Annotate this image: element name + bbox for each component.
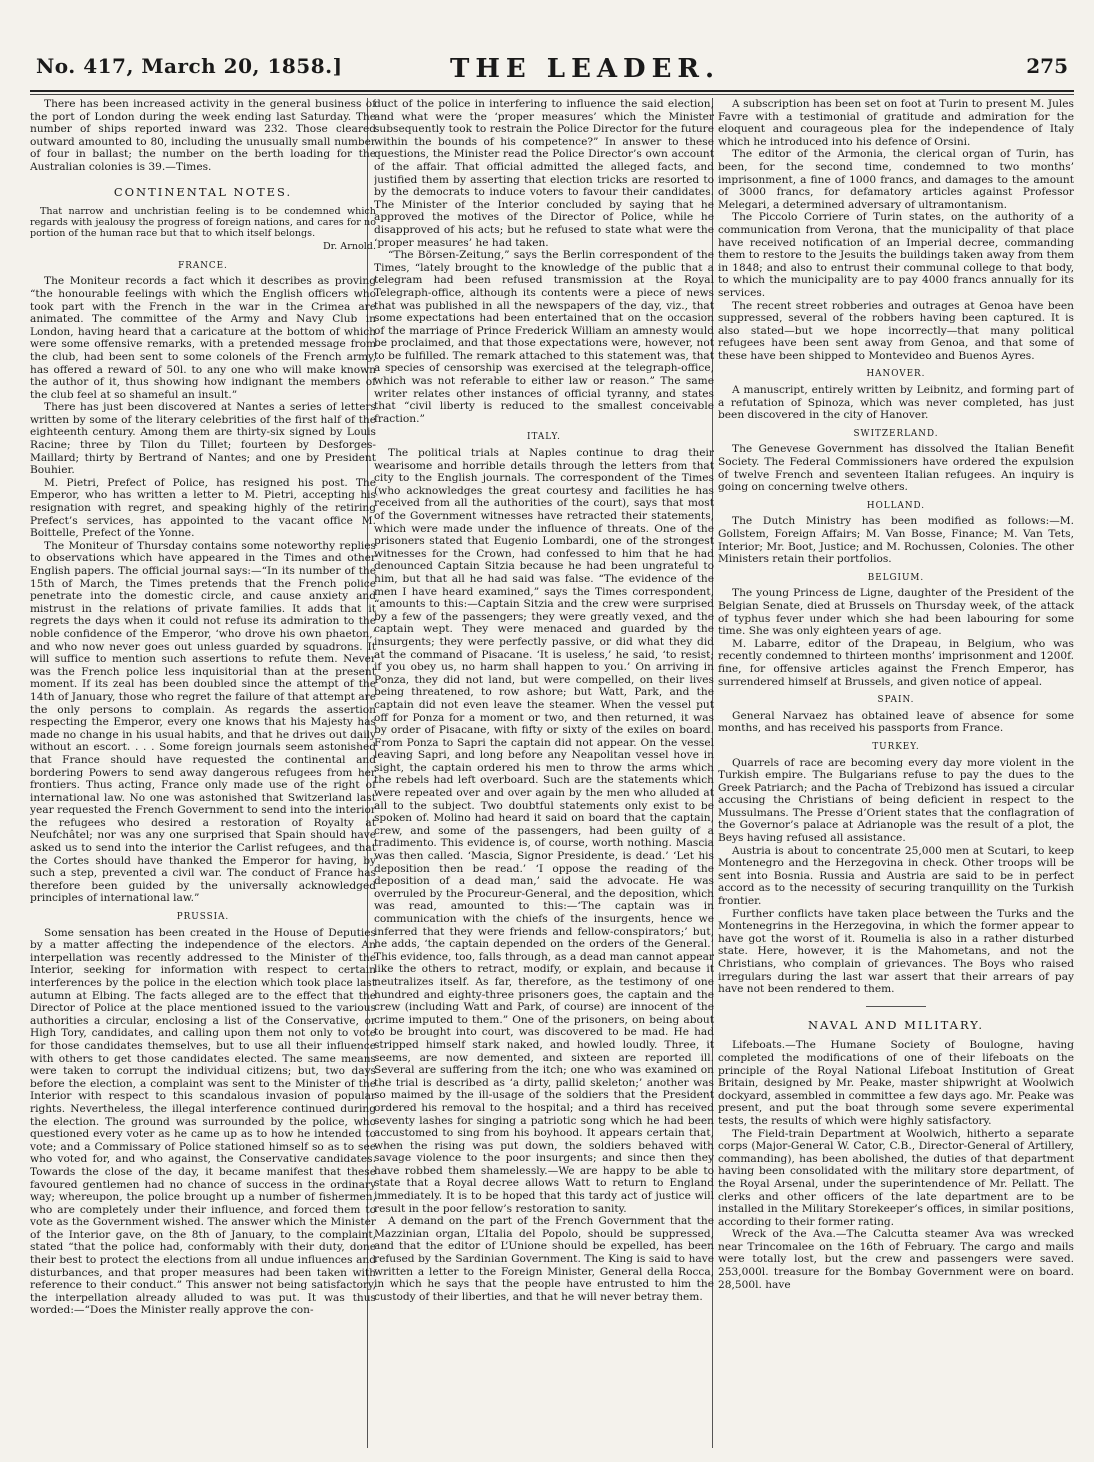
column-2: [374, 98, 714, 1448]
section-rule: [866, 1006, 926, 1007]
issue-line: No. 417, March 20, 1858.]: [36, 54, 343, 78]
paragraph: A subscription has been set on foot at Turin to present M. Jules Favre with a testimonial of gratitude and admiration for the eloquent and courageous plea for the independence of Italy which he introduced into his defence of Orsini.: [718, 98, 1074, 148]
paragraph: The political trials at Naples continue to drag their wearisome and horrible details through the letters from that city to the English journals. The correspondent of the Times (who acknowledges the great courtesy and facilities he has received from all the authorities of the court), says that most of the Government witnesses have retracted their statements, which were made under the influence of threats. One of the prisoners stated that Eugenio Lombardi, one of the strongest witnesses for the Crown, had confessed to him that he had denounced Captain Sitzia because he had been ungrateful to him, but that all he had said was false. “The evidence of the men I have heard examined,” says the Times correspondent, “amounts to this:—Captain Sitzia and the crew were surprised by a few of the passengers; they were greatly vexed, and the captain wept. They were menaced and guarded by the insurgents; they were perfectly passive, or did what they did at the command of Pisacane. ‘It is useless,’ he said, ‘to resist; if you obey us, no harm shall happen to you.’ On arriving in Ponza, they did not land, but were compelled, on their lives being threatened, to row ashore; but Watt, Park, and the captain did not even leave the steamer. When the vessel put off for Ponza for a moment or two, and then returned, it was by order of Pisacane, with fifty or sixty of the exiles on board. From Ponza to Sapri the captain did not appear. On the vessel leaving Sapri, and long before any Neapolitan vessel hove in sight, the captain ordered his men to throw the arms which the rebels had left overboard. Such are the statements which were repeated over and over again by the men who alluded at all to the subject. Two doubtful statements only exist to be spoken of. Molino had heard it said on board that the captain, crew, and some of the passengers, had been guilty of a tradimento. This evidence is, of course, worth nothing. Mascia was then called. ‘Mascia, Signor Presidente, is dead.’ ‘Let his deposition then be read.’ ‘I oppose the reading of the deposition of a dead man,’ said the advocate. He was overruled by the Procureur-General, and the deposition, which was read, amounted to this:—‘The captain was in communication with the chiefs of the insurgents, hence we inferred that they were friends and fellow-conspirators;’ but, he adds, ‘the captain depended on the orders of the General.’ This evidence, too, falls through, as a dead man cannot appear like the others to retract, modify, or explain, and because it neutralizes itself. As far, therefore, as the testimony of one hundred and eighty-three prisoners goes, the captain and the crew (including Watt and Park, of course) are innocent of the crime imputed to them.” One of the prisoners, on being about to be brought into court, was discovered to be mad. He had stripped himself stark naked, and howled loudly. Three, it seems, are now demented, and sixteen are reported ill. Several are suffering from the itch; one who was examined on the trial is described as ‘a dirty, pallid skeleton;’ another was so maimed by the ill-usage of the soldiers that the President ordered his removal to the hospital; and a third has received seventy lashes for singing a patriotic song which he had been accustomed to sing from his boyhood. It appears certain that, when the rising was put down, the soldiers behaved with savage violence to the poor insurgents; and since then they have robbed them shamelessly.—We are happy to be able to state that a Royal decree allows Watt to return to England immediately. It is to be hoped that this tardy act of justice will result in the poor fellow’s restoration to sanity.: [374, 447, 714, 1215]
subheading-belgium: BELGIUM.: [867, 572, 925, 583]
subheading-hanover: HANOVER.: [866, 369, 926, 380]
paragraph: The Dutch Ministry has been modified as follows:—M. Gollstem, Foreign Affairs; M. Van Bosse, Finance; M. Van Tets, Interior; Mr. Boot, Justice; and M. Rochussen, Colonies. The other Ministers retain their portfolios.: [718, 515, 1074, 566]
paragraph: Quarrels of race are becoming every day more violent in the Turkish empire. The Bulgarians refuse to pay the dues to the Greek Patriarch; and the Pacha of Trebizond has issued a circular accusing the Christians of being deficient in respect to the Mussulmans. The Presse d’Orient states that the conflagration of the Governor’s palace at Adrianople was the result of a plot, the Beys having refused all assistance.: [718, 756, 1074, 845]
paragraph: The recent street robberies and outrages at Genoa have been suppressed, several of the robbers having been captured. It is also stated—but we hope incorrectly—that many political refugees have been sent away from Genoa, and that some of these have been shipped to Montevideo and Buenos Ayres.: [718, 299, 1074, 362]
subheading-prussia: PRUSSIA.: [176, 912, 230, 923]
subheading-turkey: TURKEY.: [872, 741, 920, 752]
paragraph: The editor of the Armonia, the clerical organ of Turin, has been, for the second time, condemned to two months’ imprisonment, a fine of 1000 francs, and damages to the amount of 3000 francs, for defamatory articles against Professor Melegari, a determined adversary of ultramontanism.: [718, 148, 1074, 211]
section-heading: CONTINENTAL NOTES.: [113, 184, 293, 199]
paragraph: The Moniteur records a fact which it describes as proving “the honourable feelings with which the English officers who took part with the French in the war in the Crimea are animated. The committee of the Army and Navy Club in London, having heard that a caricature at the bottom of which were some offensive remarks, with a pretended message from the club, had been sent to some colonels of the French army, has offered a reward of 50l. to any one who will make known the author of it, thus showing how indignant the members of the club feel at so shameful an insult.”: [30, 275, 376, 401]
page-number: 275: [1026, 54, 1068, 78]
newspaper-title: THE LEADER.: [450, 54, 721, 84]
paragraph: The Field-train Department at Woolwich, hitherto a separate corps (Major-General W. Cator, C.B., Director-General of Artillery, commanding), has been abolished, the duties of that department having been consolidated with the military store department, of the Royal Arsenal, under the superintendence of Mr. Pellatt. The clerks and other officers of the late department are to be installed in the Military Storekeeper’s offices, in similar positions, according to their former rating.: [718, 1127, 1074, 1228]
subheading-france: FRANCE.: [178, 260, 228, 271]
masthead-rule: [30, 94, 1074, 95]
section-heading: NAVAL AND MILITARY.: [807, 1017, 985, 1032]
paragraph: The Genevese Government has dissolved the Italian Benefit Society. The Federal Commissioners have ordered the expulsion of twelve French and seventeen Italian refugees. An inquiry is going on concerning twelve others.: [718, 443, 1074, 494]
column-1: [30, 98, 376, 1448]
subheading-spain: SPAIN.: [877, 695, 915, 706]
motto: That narrow and unchristian feeling is to be condemned which regards with jealousy the progress of foreign nations, and cares for no portion of the human race but that to which itself belongs.: [30, 206, 376, 240]
paragraph: The Moniteur of Thursday contains some noteworthy replies to observations which have appeared in the Times and other English papers. The official journal says:—“In its number of the 15th of March, the Times pretends that the French police penetrate into the domestic circle, and cause anxiety and mistrust in the relations of private families. It adds that it regrets the days when it could not refuse its admiration to the noble confidence of the Emperor, ‘who drove his own phaeton,’ and who now never goes out unless guarded by squadrons. It will suffice to mention such assertions to refute them. Never was the French police less inquisitorial than at the present moment. If its zeal has been doubled since the attempt of the 14th of January, those who regret the failure of that attempt are the only persons to complain. As regards the assertion respecting the Emperor, every one knows that his Majesty has made no change in his usual habits, and that he drives out daily without an escort. . . . Some foreign journals seem astonished that France should have requested the continental and bordering Powers to send away dangerous refugees from her frontiers. Thus acting, France only made use of the right of international law. No one was astonished that Switzerland last year requested the French Government to send into the interior the refugees who desired a restoration of Royalty at Neufchâtel; nor was any one surprised that Spain should have asked us to send into the interior the Carlist refugees, and that the Cortes should have thanked the Emperor for having, by such a step, prevented a civil war. The conduct of France has therefore been guided by the universally acknowledged principles of international law.”: [30, 539, 376, 905]
paragraph: The Piccolo Corriere of Turin states, on the authority of a communication from Verona, that the municipality of that place have received notification of an Imperial decree, commanding them to restore to the Jesuits the buildings taken away from them in 1848; and also to entrust their communal college to that body, to which the municipality are to pay 4000 francs annually for its services.: [718, 211, 1074, 299]
column-3: [718, 98, 1074, 1448]
masthead: [30, 50, 1074, 92]
paragraph: Austria is about to concentrate 25,000 men at Scutari, to keep Montenegro and the Herzegovina in check. Other troops will be sent into Bosnia. Russia and Austria are said to be in perfect accord as to the necessity of securing tranquillity on the Turkish frontier.: [718, 844, 1074, 908]
paragraph: The young Princess de Ligne, daughter of the President of the Belgian Senate, died at Brussels on Thursday week, of the attack of typhus fever under which she had been labouring for some time. She was only eighteen years of age.: [718, 587, 1074, 638]
paragraph: M. Labarre, editor of the Drapeau, in Belgium, who was recently condemned to thirteen months’ imprisonment and 1200f. fine, for offensive articles against the French Emperor, has surrendered himself at Brussels, and given notice of appeal.: [718, 637, 1074, 688]
paragraph: duct of the police in interfering to influence the said election, and what were the ‘proper measures’ which the Minister subsequently took to restrain the Police Director for the future within the bounds of his competence?” In answer to these questions, the Minister read the Police Director’s own account of the affair. That official admitted the alleged facts, and justified them by asserting that election tricks are resorted to by the democrats to induce voters to favour their candidates. The Minister of the Interior concluded by saying that he approved the motives of the Director of Police, while he disapproved of his acts; but he refused to state what were the ‘proper measures’ he had taken.: [374, 98, 714, 249]
subheading-holland: HOLLAND.: [866, 500, 926, 511]
paragraph: A demand on the part of the French Government that the Mazzinian organ, L’Italia del Popolo, should be suppressed, and that the editor of L’Unione should be expelled, has been refused by the Sardinian Government. The King is said to have written a letter to the Foreign Minister, General della Rocca, in which he says that the people have entrusted to him the custody of their liberties, and that he will never betray them.: [374, 1215, 714, 1303]
motto-attribution: Dr. Arnold.: [322, 241, 376, 253]
paragraph: General Narvaez has obtained leave of absence for some months, and has received his passports from France.: [718, 709, 1074, 735]
paragraph: Further conflicts have taken place between the Turks and the Montenegrins in the Herzegovina, in which the former appear to have got the worst of it. Roumelia is also in a rather disturbed state. Here, however, it is the Mahometans, and not the Christians, who complain of grievances. The Boys who raised irregulars during the last war assert that their arrears of pay have not been rendered to them.: [718, 907, 1074, 996]
paragraph: M. Pietri, Prefect of Police, has resigned his post. The Emperor, who has written a letter to M. Pietri, accepting his resignation with regret, and speaking highly of the retiring Prefect’s services, has appointed to the vacant office M. Boittelle, Prefect of the Yonne.: [30, 476, 376, 540]
paragraph: Lifeboats.—The Humane Society of Boulogne, having completed the modifications of one of their lifeboats on the principle of the Royal National Lifeboat Institution of Great Britain, designed by Mr. Peake, master shipwright at Woolwich dockyard, assembled in committee a few days ago. Mr. Peake was present, and put the boat through some severe experimental tests, the results of which were highly satisfactory.: [718, 1039, 1074, 1127]
paragraph: A manuscript, entirely written by Leibnitz, and forming part of a refutation of Spinoza, which was never completed, has just been discovered in the city of Hanover.: [718, 384, 1074, 422]
subheading-italy: ITALY.: [527, 432, 561, 443]
subheading-switzerland: SWITZERLAND.: [853, 428, 939, 439]
paragraph: There has been increased activity in the general business of the port of London during the week ending last Saturday. The number of ships reported inward was 232. Those cleared outward amounted to 80, including the unusually small number of four in ballast; the number on the berth loading for the Australian colonies is 39.—Times.: [30, 98, 376, 173]
paragraph: Some sensation has been created in the House of Deputies by a matter affecting the independence of the electors. An interpellation was recently addressed to the Minister of the Interior, seeking for information with respect to certain interferences by the police in the election which took place last autumn at Elbing. The facts alleged are to the effect that the Director of Police at the place mentioned issued to the various authorities a circular, enclosing a list of the Conservative, or High Tory, candidates, and calling upon them not only to vote for those candidates themselves, but to use all their influence with others to get those candidates elected. The same means were taken to corrupt the individual citizens; but, two days before the election, a complaint was sent to the Minister of the Interior with respect to this scandalous invasion of popular rights. Nevertheless, the illegal interference continued during the election. The ground was surrounded by the police, who questioned every voter as he came up as to how he intended to vote; and a Commissary of Police stationed himself so as to see who voted for, and who against, the Conservative candidates. Towards the close of the day, it became manifest that these favoured gentlemen had no chance of success in the ordinary way; whereupon, the police brought up a number of fishermen, who are completely under their influence, and forced them to vote as the Government wished. The answer which the Minister of the Interior gave, on the 8th of January, to the complaint, stated “that the police had, conformably with their duty, done their best to protect the elections from all undue influences and disturbances, and that proper measures had been taken with reference to their conduct.” This answer not being satisfactory, the interpellation already alluded to was put. It was thus worded:—“Does the Minister really approve the con-: [30, 926, 376, 1317]
paragraph: There has just been discovered at Nantes a series of letters written by some of the literary celebrities of the first half of the eighteenth century. Among them are thirty-six signed by Louis Racine; three by Tilon du Tillet; fourteen by Desforges-Maillard; thirty by Bertrand of Nantes; and one by President Bouhier.: [30, 401, 376, 477]
paragraph: Wreck of the Ava.—The Calcutta steamer Ava was wrecked near Trincomalee on the 16th of February. The cargo and mails were totally lost, but the crew and passengers were saved. 253,000l. treasure for the Bombay Government were on board. 28,500l. have: [718, 1228, 1074, 1291]
paragraph: “The Börsen-Zeitung,” says the Berlin correspondent of the Times, “lately brought to the knowledge of the public that a telegram had been refused transmission at the Royal Telegraph-office, although its contents were a piece of news that was published in all the newspapers of the day, viz., that some expectations had been entertained that on the occasion of the marriage of Prince Frederick William an amnesty would be proclaimed, and that those expectations were, however, not to be fulfilled. The remark attached to this statement was, that a species of censorship was exercised at the telegraph-office, which was not referable to either law or reason.” The same writer relates other instances of official tyranny, and states that “civil liberty is reduced to the smallest conceivable fraction.”: [374, 249, 714, 425]
